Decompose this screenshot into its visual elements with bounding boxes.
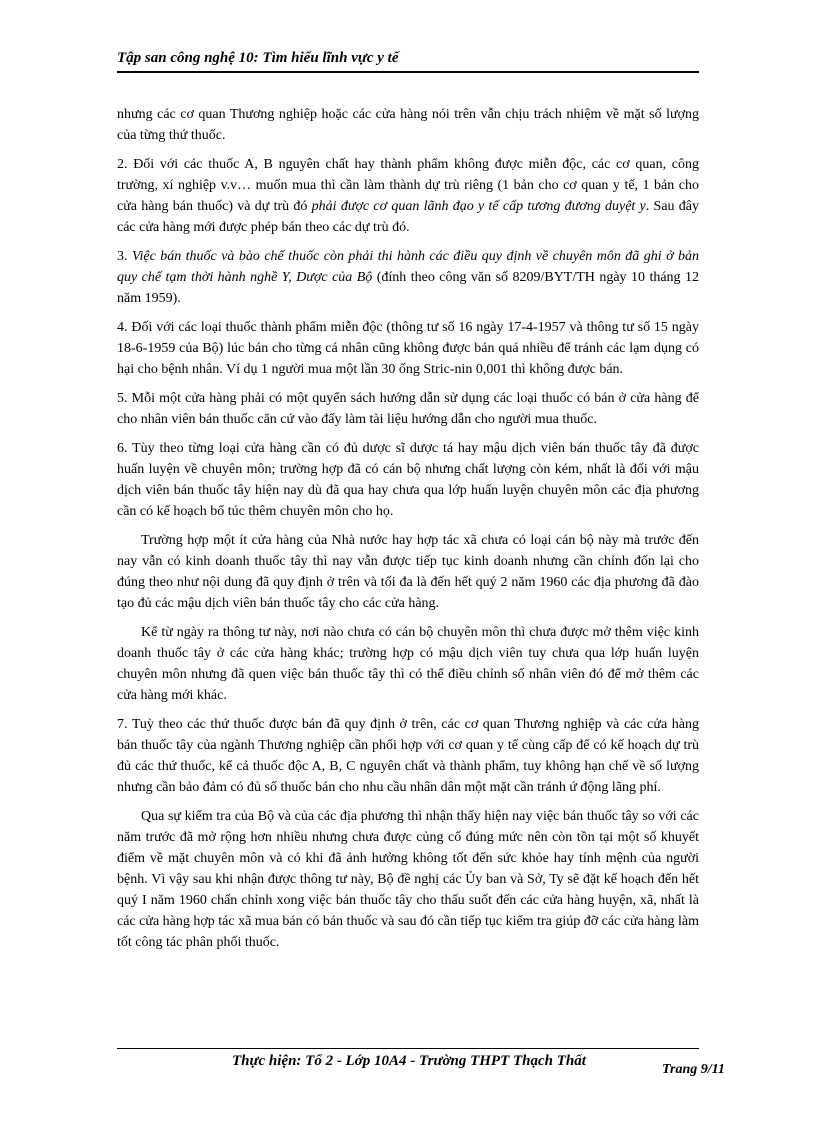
paragraph-item-5: 5. Mỗi một cửa hàng phải có một quyển sách hướng dẫn sử dụng các loại thuốc có bán ở cửa hàng để cho nhân viên bán thuốc căn cứ vào đấy làm tài liệu hướng dẫn cho người mua thuốc. (117, 391, 699, 427)
paragraph-case-new-shops: Kể từ ngày ra thông tư này, nơi nào chưa có cán bộ chuyên môn thì chưa được mở thêm việc kinh doanh thuốc tây ở các cửa hàng khác; trường hợp có mậu dịch viên tuy chưa qua lớp huấn luyện chuyên môn nhưng đã quen việc bán thuốc tây thì có thể điều chỉnh số nhân viên đó để mở thêm các cửa hàng mới khác. (117, 625, 699, 703)
paragraph-conclusion: Qua sự kiểm tra của Bộ và của các địa phương thì nhận thấy hiện nay việc bán thuốc tây so với các năm trước đã mở rộng hơn nhiều nhưng chưa được củng cố đúng mức nên còn tồn tại một số khuyết điểm về mặt chuyên môn và có khi đã ảnh hưởng không tốt đến sức khỏe hay tính mệnh của người bệnh. Vì vậy sau khi nhận được thông tư này, Bộ đề nghị các Ủy ban và Sở, Ty sẽ đặt kế hoạch đến hết quý I năm 1960 chấn chỉnh xong việc bán thuốc tây cho thấu suốt đến các cửa hàng huyện, xã, nhất là các cửa hàng hợp tác xã mua bán có bán thuốc và sau đó cần tiếp tục kiểm tra giúp đỡ các cửa hàng làm tốt công tác phân phối thuốc. (117, 809, 699, 950)
paragraph-item-4: 4. Đối với các loại thuốc thành phẩm miễn độc (thông tư số 16 ngày 17-4-1957 và thông tư số 15 ngày 18-6-1959 của Bộ) lúc bán cho từng cá nhân cũng không được bán quá nhiều để tránh các lạm dụng có hại cho bệnh nhân. Ví dụ 1 người mua một lần 30 ống Stric-nin 0,001 thì không được bán. (117, 320, 699, 377)
paragraph-2-start: 2. Đối với các thuốc A, B nguyên chất hay thành phẩm không được miễn độc, các cơ quan, công trường, xí nghiệp v.v… muốn mua thì cần làm thành dự trù riêng (1 bản cho cơ quan y tế, 1 bản cho cửa hàng bán thuốc) và dự trù đó (117, 157, 699, 214)
paragraph-3-italic: Việc bán thuốc và bào chế thuốc còn phải thi hành các điều quy định về chuyên môn đã ghi ở bản quy chế tạm thời hành nghề Y, Dược của Bộ (117, 249, 699, 285)
document-body (117, 104, 699, 961)
paragraph-item-3 (117, 246, 699, 309)
footer-divider (117, 1048, 699, 1049)
paragraph-3-end: (đính theo công văn số 8209/BYT/TH ngày 10 tháng 12 năm 1959). (117, 270, 699, 306)
page-number: Trang 9/11 (662, 1062, 725, 1077)
page-footer: Thực hiện: Tổ 2 - Lớp 10A4 - Trường THPT Thạch Thất (232, 1053, 586, 1069)
paragraph-case-shops: Trường hợp một ít cửa hàng của Nhà nước hay hợp tác xã chưa có loại cán bộ này mà trước đến nay vẫn có kinh doanh thuốc tây thì nay vẫn được tiếp tục kinh doanh nhưng cần chỉnh đốn lại cho đúng theo như nội dung đã quy định ở trên và tối đa là đến hết quý 2 năm 1960 các địa phương đã đào tạo đủ các mậu dịch viên bán thuốc tây cho các cửa hàng. (117, 533, 699, 611)
paragraph-item-7: 7. Tuỳ theo các thứ thuốc được bán đã quy định ở trên, các cơ quan Thương nghiệp và các cửa hàng bán thuốc tây của ngành Thương nghiệp cần phối hợp với cơ quan y tế cùng cấp để có kế hoạch dự trù đủ các thứ thuốc, kể cả thuốc độc A, B, C nguyên chất và thành phẩm, tuy không hạn chế về số lượng nhưng cần bảo đảm có đủ số thuốc bán cho nhu cầu nhân dân một mặt cần tránh ứ động lãng phí. (117, 717, 699, 795)
paragraph-2-end: . Sau đây các cửa hàng mới được phép bán theo các dự trù đó. (117, 199, 700, 235)
page-header: Tập san công nghệ 10: Tìm hiểu lĩnh vực y tế (117, 50, 699, 73)
paragraph-item-6: 6. Tùy theo từng loại cửa hàng cần có đủ dược sĩ dược tá hay mậu dịch viên bán thuốc tây đã được huấn luyện về chuyên môn; trường hợp đã có cán bộ nhưng chất lượng còn kém, nhất là đối với mậu dịch viên bán thuốc tây hiện nay dù đã qua hay chưa qua lớp huấn luyện chuyên môn các địa phương cần có kế hoạch bổ túc thêm chuyên môn cho họ. (117, 441, 699, 519)
paragraph-continuation: nhưng các cơ quan Thương nghiệp hoặc các cửa hàng nói trên vẫn chịu trách nhiệm về mặt số lượng của từng thứ thuốc. (117, 107, 699, 143)
paragraph-2-italic: phải được cơ quan lãnh đạo y tế cấp tương đương duyệt y (311, 199, 646, 214)
paragraph-3-start: 3. (117, 249, 132, 264)
paragraph-item-2 (117, 154, 699, 238)
